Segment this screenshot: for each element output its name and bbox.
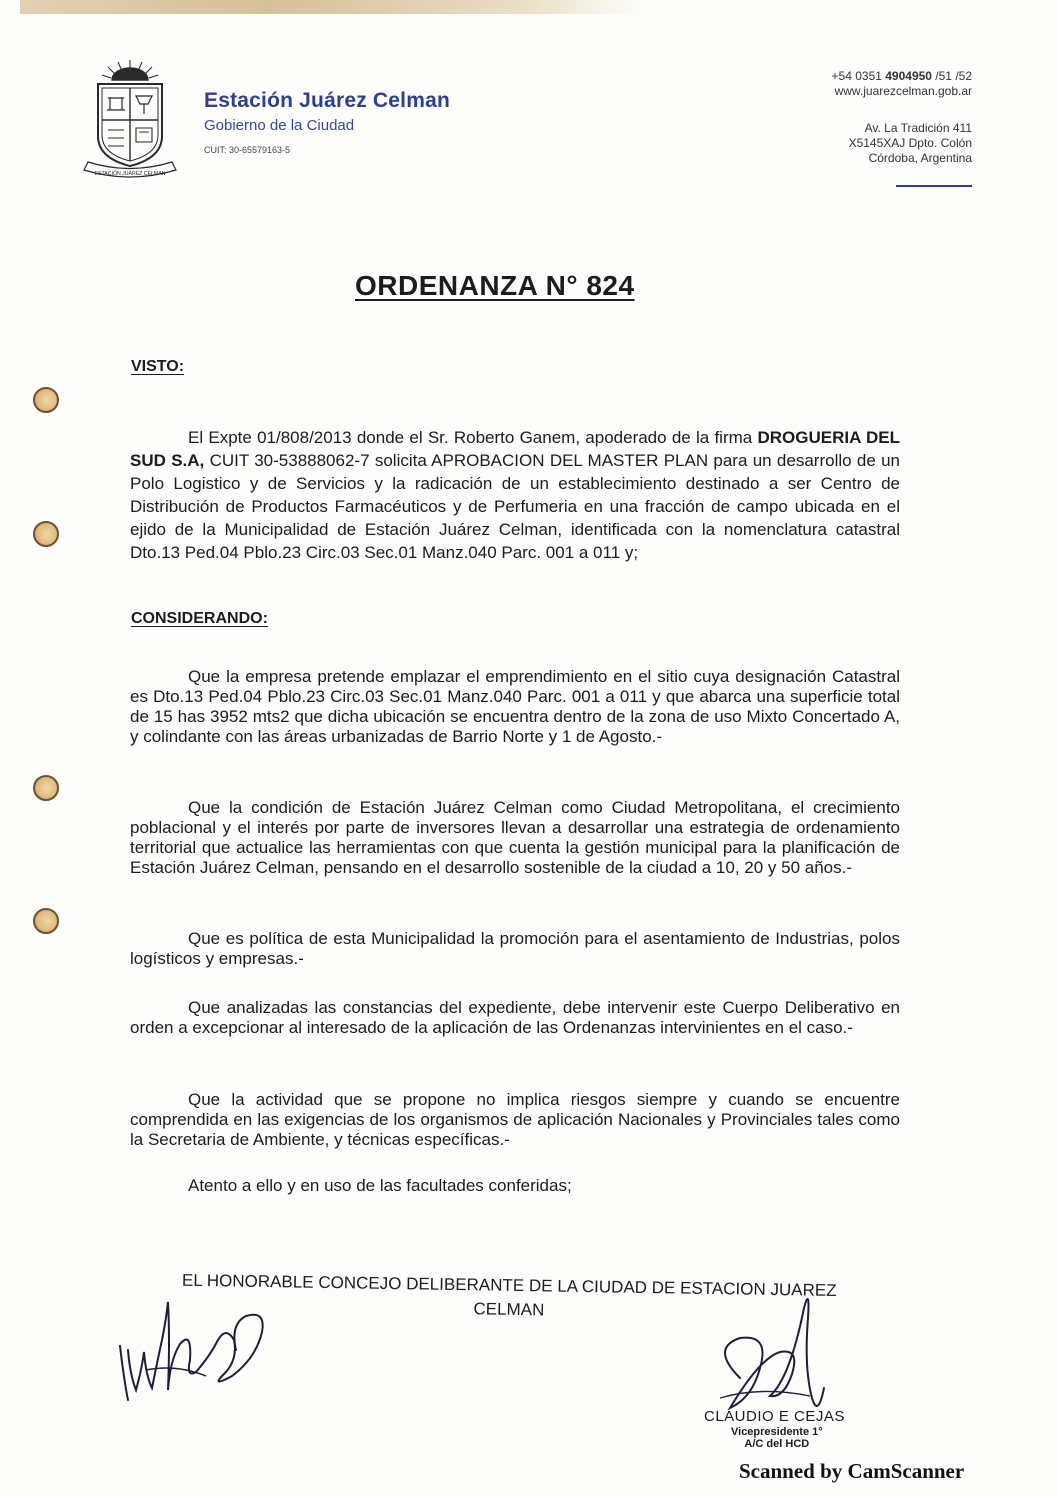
- considerando-paragraph: Que la condición de Estación Juárez Celman como Ciudad Metropolitana, el crecimiento poblacional y el interés por parte de inversores llevan a desarrollar una estrategia de ordenamiento territorial que actualice las herramientas con que cuenta la gestión municipal para la planificación de Estación Juárez Celman, pensando en el desarrollo sostenible de la ciudad a 10, 20 y 50 años.-: [130, 798, 900, 877]
- address-line: Av. La Tradición 411: [864, 121, 972, 135]
- institution-subtitle: Gobierno de la Ciudad: [204, 117, 355, 134]
- considerando-paragraph: Que la actividad que se propone no implica riesgos siempre y cuando se encuentre comprendida en las exigencias de los organismos de aplicación Nacionales y Provinciales tales como la Secretaria de Ambiente, y técnicas específicas.-: [130, 1090, 900, 1149]
- visto-paragraph: El Expte 01/808/2013 donde el Sr. Roberto Ganem, apoderado de la firma DROGUERIA DEL SUD S.A, CUIT 30-53888062-7 solicita APROBACION DEL MASTER PLAN para un desarrollo de un Polo Logistico y de Servicios y la radicación de un establecimiento destinado a ser Centro de Distribución de Productos Farmacéuticos y de Perfumeria en una fracción de campo ubicada en el ejido de la Municipalidad de Estación Juárez Celman, identificada con la nomenclatura catastral Dto.13 Ped.04 Pblo.23 Circ.03 Sec.01 Manz.040 Parc. 001 a 011 y;: [130, 428, 900, 562]
- punch-hole: [33, 908, 59, 934]
- contact-phone: +54 0351 4904950 /51 /52: [831, 69, 972, 83]
- contact-website[interactable]: www.juarezcelman.gob.ar: [834, 84, 972, 98]
- ordinance-title: ORDENANZA N° 824: [355, 270, 635, 301]
- institution-cuit: CUIT: 30-65579163-5: [204, 145, 291, 155]
- considerando-paragraph: Que analizadas las constancias del expediente, debe intervenir este Cuerpo Deliberativo en orden a excepcionar al interesado de la aplicación de las Ordenanzas intervinientes en el caso.-: [130, 998, 900, 1037]
- header-divider: [896, 185, 972, 187]
- address-line: X5145XAJ Dpto. Colón: [848, 136, 972, 150]
- address-line: Córdoba, Argentina: [868, 151, 972, 165]
- handwritten-signature-right: [700, 1278, 850, 1428]
- punch-hole: [33, 775, 59, 801]
- handwritten-signature-left: [106, 1280, 296, 1420]
- punch-hole: [33, 387, 59, 413]
- council-heading: EL HONORABLE CONCEJO DELIBERANTE DE LA CIUDAD DE ESTACION JUAREZ CELMAN: [181, 1270, 837, 1320]
- signer-name: CLAUDIO E CEJAS: [704, 1408, 845, 1425]
- institution-name: Estación Juárez Celman: [204, 89, 450, 112]
- considerando-paragraph: Atento a ello y en uso de las facultades conferidas;: [188, 1176, 572, 1195]
- city-crest-logo: [80, 58, 180, 184]
- considerando-paragraph: Que es política de esta Municipalidad la promoción para el asentamiento de Industrias, polos logísticos y empresas.-: [130, 929, 900, 968]
- company-name: DROGUERIA DEL SUD S.A,: [130, 428, 900, 470]
- considerando-paragraph: Que la empresa pretende emplazar el emprendimiento en el sitio cuya designación Catastral es Dto.13 Ped.04 Pblo.23 Circ.03 Sec.01 Manz.040 Parc. 001 a 011 y que abarca una superficie total de 15 has 3952 mts2 que dicha ubicación se encuentra dentro de la zona de uso Mixto Concertado A, y colindante con las áreas urbanizadas de Barrio Norte y 1 de Agosto.-: [130, 667, 900, 746]
- punch-hole: [33, 521, 59, 547]
- crest-motto: ESTACIÓN JUÁREZ CELMAN: [94, 171, 166, 177]
- scanner-watermark: Scanned by CamScanner: [739, 1459, 965, 1483]
- considerando-heading: CONSIDERANDO:: [131, 610, 268, 627]
- signer-title: Vicepresidente 1° A/C del HCD: [731, 1426, 823, 1450]
- paper-stain: [20, 0, 640, 14]
- visto-heading: VISTO:: [131, 358, 185, 375]
